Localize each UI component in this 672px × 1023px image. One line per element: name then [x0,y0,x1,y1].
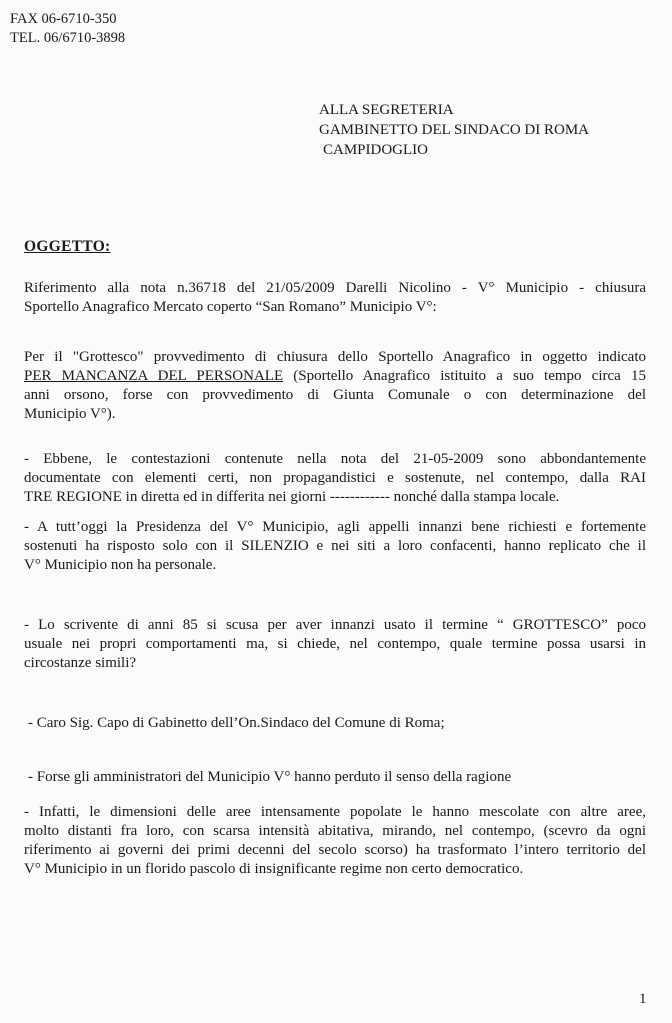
paragraph-scrivente [24,616,646,673]
telephone-number: TEL. 06/6710-3898 [10,30,126,46]
subject-reference-line: Sportello Anagrafico Mercato coperto “San Romano” Municipio V°: [24,299,437,315]
paragraph-line: molto distanti fra loro, con scarsa intensità abitativa, mirando, nel contempo, (scevro da ogni [24,823,646,839]
paragraph-contestazioni [24,450,646,507]
subject-reference-line: Riferimento alla nota n.36718 del 21/05/2009 Darelli Nicolino - V° Municipio - chiusura [24,280,646,296]
paragraph-line: Municipio V°). [24,406,116,422]
paragraph-line: sostenuti ha risposto solo con il SILENZIO e nei siti a loro confacenti, hanno replicato che il [24,538,646,554]
underlined-text: PER MANCANZA DEL PERSONALE [24,368,284,384]
paragraph-infatti [24,803,646,879]
fax-number: FAX 06-6710-350 [10,11,117,27]
paragraph-text: (Sportello Anagrafico istituito a suo tempo circa 15 [283,368,646,384]
subject-heading: OGGETTO: [24,238,111,255]
recipient-line-1: ALLA SEGRETERIA [319,102,454,118]
paragraph-line: riferimento ai governi dei primi decenni del secolo scorso) ha trasformato l’intero territorio del [24,842,646,858]
paragraph-line: V° Municipio non ha personale. [24,557,217,573]
paragraph-line: - Infatti, le dimensioni delle aree intensamente popolate le hanno mescolate con altre aree, [24,804,646,820]
paragraph-presidenza [24,518,646,575]
paragraph-line: - A tutt’oggi la Presidenza del V° Municipio, agli appelli innanzi bene richiesti e fortemente [24,519,646,535]
paragraph-line: - Ebbene, le contestazioni contenute nella nota del 21-05-2009 sono abbondantemente [24,451,646,467]
paragraph-line: anni orsono, forse con provvedimento di Giunta Comunale o con determinazione del [24,387,646,403]
paragraph-line: circostanze simili? [24,655,137,671]
bullet-amministratori: - Forse gli amministratori del Municipio V° hanno perduto il senso della ragione [28,769,512,785]
paragraph-line: V° Municipio in un florido pascolo di insignificante regime non certo democratico. [24,861,524,877]
paragraph-line: TRE REGIONE in diretta ed in differita nei giorni ------------ nonché dalla stampa locale. [24,489,560,505]
paragraph-line: - Lo scrivente di anni 85 si scusa per aver innanzi usato il termine “ GROTTESCO” poco [24,617,646,633]
paragraph-grottesco [24,348,646,424]
paragraph-line: documentate con elementi certi, non propagandistici e sostenute, nel contempo, dalla RAI [24,470,646,486]
paragraph-line: usuale nei propri comportamenti ma, si chiede, nel contempo, quale termine possa usarsi in [24,636,646,652]
recipient-line-3: CAMPIDOGLIO [323,142,428,158]
paragraph-line: Per il "Grottesco" provvedimento di chiusura dello Sportello Anagrafico in oggetto indicato [24,349,646,365]
bullet-capo-gabinetto: - Caro Sig. Capo di Gabinetto dell’On.Sindaco del Comune di Roma; [28,715,445,731]
page-number: 1 [639,991,647,1007]
paragraph-line [24,367,646,386]
recipient-line-2: GAMBINETTO DEL SINDACO DI ROMA [319,122,589,138]
subject-reference [24,279,646,317]
